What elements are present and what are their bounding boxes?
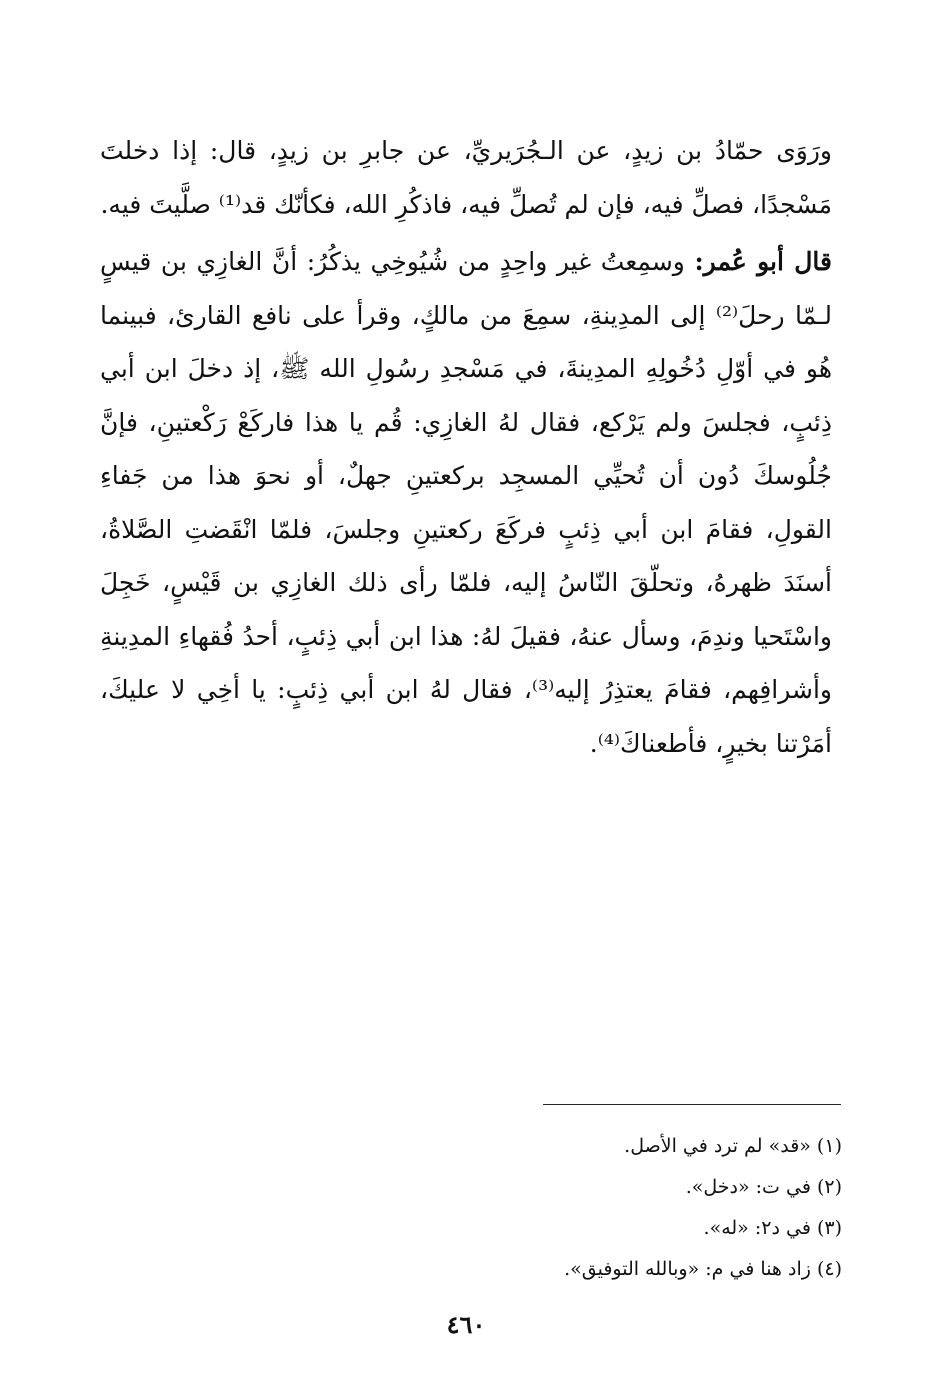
paragraph-2-text: وسمِعتُ غير واحِدٍ من شُيُوخِي يذكُرُ: أنَّ الغازِي بن قيسٍ لـمّا رحلَ⁽²⁾ إلى المدِينةِ، سمِعَ من مالكٍ، وقرأ على نافع القارئ، فبينما هُو في أوّلِ دُخُولِهِ المدِينةَ، في مَسْجدِ رسُولِ الله ﷺ، إذ دخلَ ابن أبي ذِئبٍ، فجلسَ ولم يَرْكع، فقال لهُ الغازِي: قُم يا هذا فاركَعْ رَكْعتينِ، فإنَّ جُلُوسكَ دُون أن تُحيِّي المسجِد بركعتينِ جهلٌ، أو نحوَ هذا من جَفاءِ القولِ، فقامَ ابن أبي ذِئبٍ فركَعَ ركعتينِ وجلسَ، فلمّا انْقَضتِ الصَّلاةُ، أسنَدَ ظهرهُ، وتحلّقَ النّاسُ إليه، فلمّا رأى ذلك الغازِي بن قَيْسٍ، خَجِلَ واسْتَحيا وندِمَ، وسأل عنهُ، فقيلَ لهُ: هذا ابن أبي ذِئبٍ، أحدُ فُقهاءِ المدِينةِ وأشرافِهم، فقامَ يعتذِرُ إليه⁽³⁾، فقال لهُ ابن أبي ذِئبٍ: يا أخِي لا عليكَ، أمَرْتنا بخيرٍ، فأطعناكَ⁽⁴⁾.: [100, 247, 833, 758]
footnote-4: (٤) زاد هنا في م: «وبالله التوفيق».: [564, 1258, 842, 1280]
footnote-divider: [543, 1104, 841, 1105]
paragraph-2: [100, 235, 832, 770]
footnote-2: (٢) في ت: «دخل».: [685, 1176, 842, 1198]
paragraph-1-text: ورَوَى حمّادُ بن زيدٍ، عن الـجُرَيريِّ، عن جابرِ بن زيدٍ، قال: إذا دخلتَ مَسْجدًا، فصلِّ فيه، فإن لم تُصلِّ فيه، فاذكُرِ الله، فكأنّك قد⁽¹⁾ صلَّيتَ فيه.: [100, 136, 832, 219]
paragraph-2-lead: قال أبو عُمر:: [694, 247, 832, 276]
main-text: [100, 124, 832, 770]
footnote-1: (١) «قد» لم ترد في الأصل.: [624, 1135, 842, 1157]
page-number: ٤٦٠: [446, 1310, 486, 1339]
footnote-3: (٣) في د٢: «له».: [703, 1217, 842, 1239]
paragraph-1: [100, 124, 832, 231]
footnotes: [242, 1126, 842, 1290]
